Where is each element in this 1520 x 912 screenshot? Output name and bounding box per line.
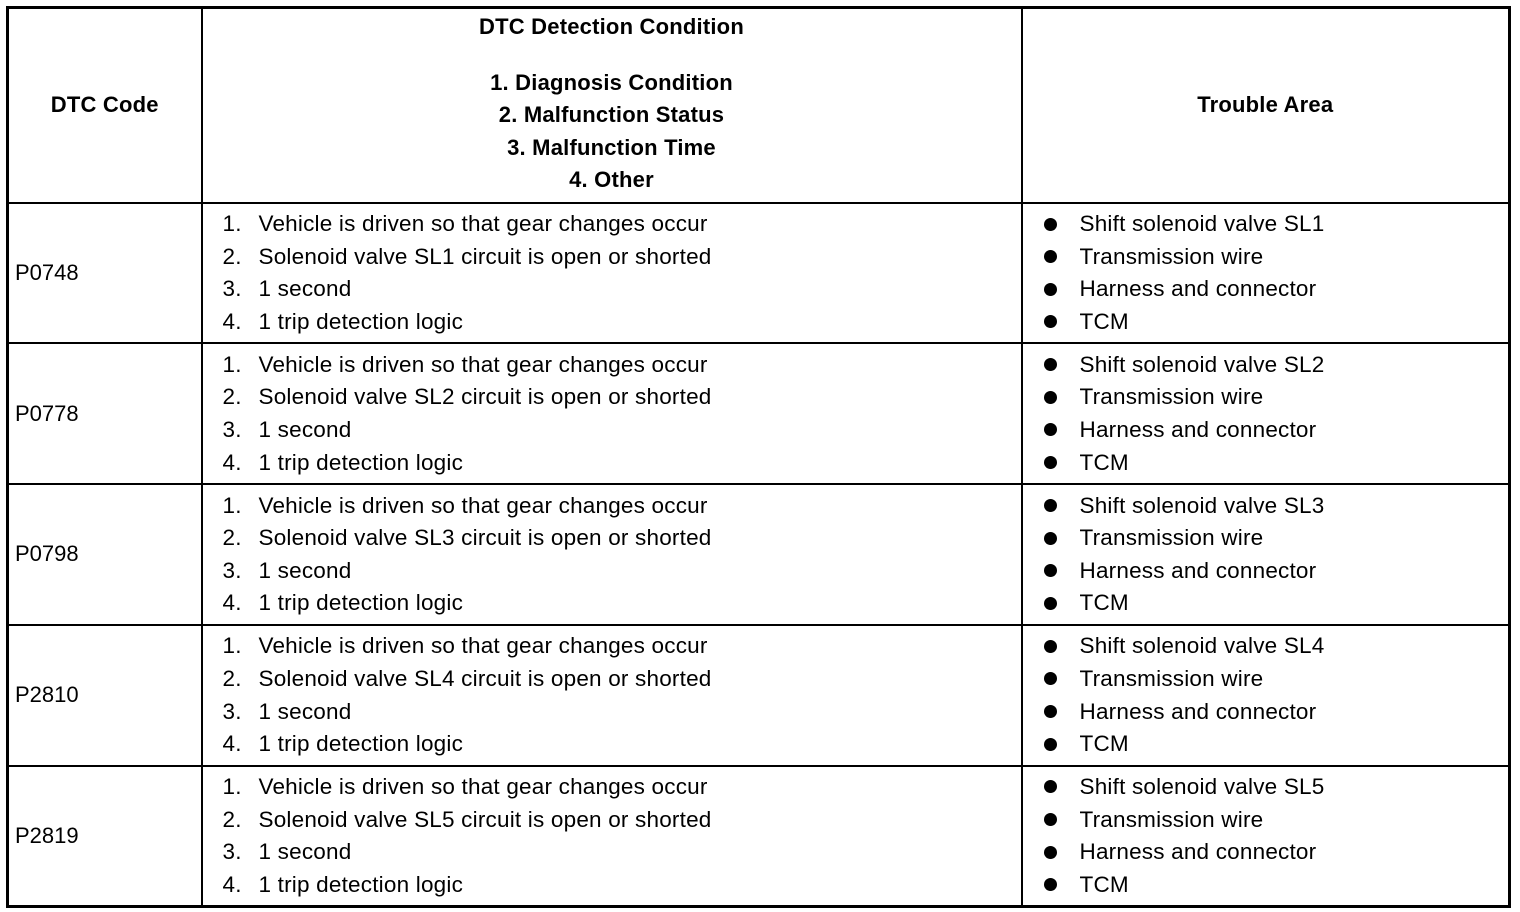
condition-line (223, 868, 1021, 901)
area-text: TCM (1079, 449, 1129, 475)
condition-title: DTC Detection Condition (479, 13, 744, 39)
area-item (1044, 446, 1509, 479)
area-item (1044, 349, 1509, 382)
condition-legend-item: 4. Other (569, 167, 654, 193)
condition-num: 1. (222, 492, 242, 518)
area-item (1044, 381, 1509, 414)
condition-text: 1 trip detection logic (258, 308, 464, 334)
condition-line (223, 349, 1021, 382)
table-row (8, 484, 1510, 625)
area-text: Harness and connector (1079, 276, 1317, 302)
condition-line (223, 695, 1021, 728)
condition-legend (203, 67, 1021, 197)
trouble-area-cell (1022, 625, 1510, 766)
area-text: Harness and connector (1079, 416, 1317, 442)
bullet-icon (1044, 597, 1057, 610)
condition-text: Vehicle is driven so that gear changes occur (258, 351, 708, 377)
condition-line (223, 663, 1021, 696)
condition-cell (202, 343, 1022, 484)
condition-line (223, 414, 1021, 447)
bullet-icon (1044, 315, 1057, 328)
area-text: Shift solenoid valve SL3 (1079, 492, 1325, 518)
area-item (1044, 305, 1509, 338)
condition-text: Solenoid valve SL5 circuit is open or shorted (258, 806, 712, 832)
area-item (1044, 554, 1509, 587)
condition-num: 3. (222, 698, 242, 724)
bullet-icon (1044, 250, 1057, 263)
header-trouble-area: Trouble Area (1022, 8, 1510, 203)
condition-text: 1 second (258, 416, 352, 442)
bullet-icon (1044, 705, 1057, 718)
area-text: Harness and connector (1079, 557, 1317, 583)
condition-text: 1 trip detection logic (258, 449, 464, 475)
condition-line (223, 489, 1021, 522)
area-item (1044, 240, 1509, 273)
bullet-icon (1044, 456, 1057, 469)
bullet-icon (1044, 532, 1057, 545)
condition-line (223, 381, 1021, 414)
bullet-icon (1044, 499, 1057, 512)
condition-text: 1 second (258, 276, 352, 302)
area-text: TCM (1079, 590, 1129, 616)
condition-text: Vehicle is driven so that gear changes occur (258, 633, 708, 659)
condition-line (223, 522, 1021, 555)
area-item (1044, 489, 1509, 522)
condition-num: 1. (222, 351, 242, 377)
condition-line (223, 554, 1021, 587)
condition-num: 4. (222, 449, 242, 475)
condition-num: 2. (222, 806, 242, 832)
condition-text: 1 second (258, 557, 352, 583)
condition-line (223, 587, 1021, 620)
condition-cell (202, 766, 1022, 907)
condition-num: 3. (222, 276, 242, 302)
area-text: Harness and connector (1079, 839, 1317, 865)
condition-legend-item: 2. Malfunction Status (498, 102, 725, 128)
condition-num: 3. (222, 557, 242, 583)
area-text: Transmission wire (1079, 384, 1264, 410)
area-item (1044, 836, 1509, 869)
area-text: Shift solenoid valve SL2 (1079, 351, 1325, 377)
trouble-area-cell (1022, 203, 1510, 344)
condition-line (223, 446, 1021, 479)
condition-num: 1. (222, 211, 242, 236)
area-item (1044, 728, 1509, 761)
area-item (1044, 522, 1509, 555)
bullet-icon (1044, 564, 1057, 577)
condition-text: 1 trip detection logic (258, 731, 464, 757)
condition-legend-item: 3. Malfunction Time (507, 134, 716, 160)
bullet-icon (1044, 878, 1057, 891)
condition-line (223, 630, 1021, 663)
area-text: Harness and connector (1079, 698, 1317, 724)
condition-text: 1 trip detection logic (258, 590, 464, 616)
area-text: Transmission wire (1079, 806, 1264, 832)
condition-line (223, 305, 1021, 338)
condition-text: Vehicle is driven so that gear changes occur (258, 492, 708, 518)
area-item (1044, 273, 1509, 306)
area-item (1044, 414, 1509, 447)
table-row (8, 343, 1510, 484)
condition-text: 1 trip detection logic (258, 871, 464, 897)
condition-text: 1 second (258, 698, 352, 724)
condition-cell (202, 625, 1022, 766)
area-text: Transmission wire (1079, 525, 1264, 551)
bullet-icon (1044, 672, 1057, 685)
condition-line (223, 803, 1021, 836)
bullet-icon (1044, 283, 1057, 296)
bullet-icon (1044, 780, 1057, 793)
area-text: TCM (1079, 308, 1129, 334)
area-text: TCM (1079, 731, 1129, 757)
area-item (1044, 695, 1509, 728)
table-row (8, 766, 1510, 907)
condition-legend-item: 1. Diagnosis Condition (490, 69, 733, 95)
area-item (1044, 771, 1509, 804)
area-item (1044, 803, 1509, 836)
dtc-code-cell: P2819 (8, 766, 202, 907)
area-item (1044, 630, 1509, 663)
bullet-icon (1044, 738, 1057, 751)
area-item (1044, 868, 1509, 901)
area-text: Shift solenoid valve SL1 (1079, 211, 1325, 236)
condition-num: 3. (222, 839, 242, 865)
bullet-icon (1044, 391, 1057, 404)
condition-num: 1. (222, 633, 242, 659)
dtc-code-cell: P0798 (8, 484, 202, 625)
condition-num: 4. (222, 590, 242, 616)
condition-text: Solenoid valve SL2 circuit is open or shorted (258, 384, 712, 410)
header-detection-condition (202, 8, 1022, 203)
header-row (8, 8, 1510, 203)
area-text: Transmission wire (1079, 243, 1264, 269)
condition-text: Vehicle is driven so that gear changes occur (258, 773, 708, 799)
condition-num: 3. (222, 416, 242, 442)
area-item (1044, 663, 1509, 696)
bullet-icon (1044, 813, 1057, 826)
condition-num: 4. (222, 731, 242, 757)
condition-cell (202, 203, 1022, 344)
condition-text: 1 second (258, 839, 352, 865)
condition-num: 2. (222, 525, 242, 551)
bullet-icon (1044, 846, 1057, 859)
condition-line (223, 208, 1021, 241)
bullet-icon (1044, 358, 1057, 371)
condition-text: Solenoid valve SL4 circuit is open or shorted (258, 665, 712, 691)
area-text: TCM (1079, 871, 1129, 897)
condition-num: 2. (222, 243, 242, 269)
condition-num: 1. (222, 773, 242, 799)
condition-line (223, 836, 1021, 869)
table-row (8, 625, 1510, 766)
area-text: Transmission wire (1079, 665, 1264, 691)
condition-num: 4. (222, 871, 242, 897)
area-text: Shift solenoid valve SL5 (1079, 773, 1325, 799)
header-dtc-code: DTC Code (8, 8, 202, 203)
bullet-icon (1044, 218, 1057, 231)
condition-text: Vehicle is driven so that gear changes occur (258, 211, 708, 236)
condition-text: Solenoid valve SL3 circuit is open or shorted (258, 525, 712, 551)
condition-num: 2. (222, 665, 242, 691)
trouble-area-cell (1022, 484, 1510, 625)
dtc-table (6, 6, 1511, 908)
bullet-icon (1044, 640, 1057, 653)
area-item (1044, 587, 1509, 620)
dtc-code-cell: P0748 (8, 203, 202, 344)
bullet-icon (1044, 423, 1057, 436)
trouble-area-cell (1022, 766, 1510, 907)
dtc-code-cell: P2810 (8, 625, 202, 766)
condition-line (223, 728, 1021, 761)
condition-line (223, 240, 1021, 273)
condition-line (223, 771, 1021, 804)
table-row (8, 203, 1510, 344)
condition-line (223, 273, 1021, 306)
condition-num: 2. (222, 384, 242, 410)
condition-cell (202, 484, 1022, 625)
condition-text: Solenoid valve SL1 circuit is open or shorted (258, 243, 712, 269)
condition-num: 4. (222, 308, 242, 334)
area-text: Shift solenoid valve SL4 (1079, 633, 1325, 659)
trouble-area-cell (1022, 343, 1510, 484)
area-item (1044, 208, 1509, 241)
dtc-code-cell: P0778 (8, 343, 202, 484)
